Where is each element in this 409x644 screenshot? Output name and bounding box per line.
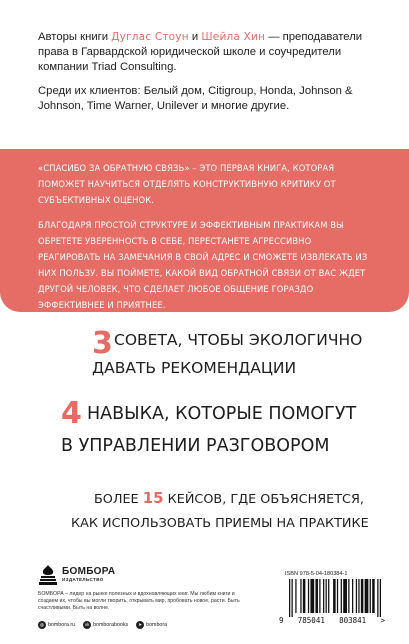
- tip-cases: [71, 486, 369, 536]
- description-paragraph-2: БЛАГОДАРЯ ПРОСТОЙ СТРУКТУРЕ И ЭФФЕКТИВНЫМ ПРАКТИКАМ ВЫ ОБРЕТЕТЕ УВЕРЕННОСТЬ В СЕБЕ, ПЕРЕСТАНЕТЕ АГРЕССИВНО РЕАГИРОВАТЬ НА ЗАМЕЧАНИЯ В СВОЙ АДРЕС И СМОЖЕТЕ ИЗВЛЕКАТЬ ИЗ НИХ ПОЛЬЗУ. ВЫ ПОЙМЕТЕ, КАКОЙ ВИД ОБРАТНОЙ СВЯЗИ ОТ ВАС ЖДЕТ ДРУГОЙ ЧЕЛОВЕК, ЧТО СДЕЛАЕТ ЛЮБОЕ ОБЩЕНИЕ ГОРАЗДО ЭФФЕКТИВНЕЕ И ПРИЯТНЕЕ.: [38, 220, 368, 310]
- barcode-bar: [310, 579, 314, 613]
- barcode-bar: [303, 579, 306, 613]
- barcode-bar: [380, 579, 381, 617]
- tip-advice: [92, 326, 362, 382]
- vk-icon: vk: [84, 622, 90, 627]
- author-name-1: Дуглас Стоун: [111, 31, 189, 43]
- bombora-logo-icon: [38, 564, 58, 586]
- barcode-bar: [370, 579, 371, 613]
- authors-block: [38, 30, 374, 123]
- social-vk-label: bomborabooks: [93, 622, 129, 628]
- barcode-bar: [326, 579, 327, 613]
- barcode-bar: [295, 579, 296, 613]
- barcode-bar: [352, 579, 353, 613]
- barcode-bar: [365, 579, 369, 613]
- tip-cases-line-2: КАК ИСПОЛЬЗОВАТЬ ПРИЕМЫ НА ПРАКТИКЕ: [71, 516, 369, 531]
- barcode-bar: [358, 579, 359, 613]
- barcode-bar: [337, 579, 338, 613]
- tip-advice-line-2: ДАВАТЬ РЕКОМЕНДАЦИИ: [92, 359, 297, 377]
- barcode-bar: [341, 579, 342, 613]
- barcode-bar: [300, 579, 301, 613]
- telegram-icon: ➤: [136, 621, 144, 629]
- barcode-digits-right: 803841: [339, 616, 367, 625]
- barcode-bar: [333, 579, 336, 613]
- barcode-bar: [361, 579, 364, 613]
- publisher-name: БОМБОРА: [62, 566, 116, 577]
- tip-skills-number: 4: [61, 396, 82, 431]
- barcode-bar: [292, 579, 293, 617]
- social-site[interactable]: [38, 621, 75, 629]
- social-vk[interactable]: [83, 621, 128, 629]
- tip-advice-number: 3: [92, 326, 113, 361]
- barcode-arrow: >: [380, 616, 385, 625]
- barcode-bar: [308, 579, 309, 613]
- description-text: [38, 160, 376, 322]
- tip-advice-line-1: СОВЕТА, ЧТОБЫ ЭКОЛОГИЧНО: [114, 331, 363, 349]
- barcode-bar: [343, 579, 347, 613]
- publisher-subtitle: ИЗДАТЕЛЬСТВО: [62, 577, 104, 582]
- barcode-bar: [377, 579, 378, 617]
- barcode-bar: [319, 579, 320, 613]
- barcode-bar: [315, 579, 318, 613]
- barcode-bar: [289, 579, 290, 617]
- social-telegram[interactable]: [136, 621, 167, 629]
- barcode-digits-left: 785041: [297, 616, 325, 625]
- globe-icon: ◍: [38, 621, 46, 629]
- authors-and: и: [188, 31, 202, 43]
- barcode-digits: [279, 616, 385, 625]
- authors-intro: Авторы книги: [38, 31, 112, 43]
- authors-description: — преподаватели права в Гарвардской юридической школе и соучредители компании Triad Consulting.: [38, 31, 363, 73]
- barcode: [289, 579, 381, 617]
- publisher-about: БОМБОРА – лидер на рынке полезных и вдохновляющих книг. Мы любим книги и создаем их, чтобы вы могли творить, открывать мир, пробовать новое, расти. Быть счастливыми. Быть на волне.: [38, 591, 240, 611]
- clients-paragraph: Среди их клиентов: Белый дом, Citigroup, Honda, Johnson & Johnson, Time Warner, Unilever и многие другие.: [38, 85, 353, 112]
- tip-skills-line-2: В УПРАВЛЕНИИ РАЗГОВОРОМ: [61, 436, 330, 456]
- barcode-bar: [356, 579, 357, 613]
- social-links: [38, 621, 167, 629]
- barcode-bar: [348, 579, 349, 613]
- social-site-label: bombora.ru: [48, 622, 76, 628]
- barcode-bar: [323, 579, 324, 613]
- publisher-logo: [38, 564, 115, 586]
- tip-cases-line-1: [94, 486, 369, 512]
- author-name-2: Шейла Хин: [201, 31, 266, 43]
- isbn-label: ISBN 978-5-04-180384-1: [285, 571, 348, 577]
- social-telegram-label: bombora: [146, 622, 168, 628]
- tip-cases-prefix: БОЛЕЕ: [94, 492, 143, 507]
- barcode-bar: [372, 579, 375, 613]
- barcode-bar: [328, 579, 329, 613]
- tip-cases-number: 15: [142, 489, 164, 507]
- tip-skills: [61, 398, 356, 462]
- tip-skills-line-1: НАВЫКА, КОТОРЫЕ ПОМОГУТ: [87, 404, 357, 424]
- barcode-digit-first: 9: [279, 616, 284, 625]
- description-paragraph-1: «СПАСИБО ЗА ОБРАТНУЮ СВЯЗЬ» – ЭТО ПЕРВАЯ КНИГА, КОТОРАЯ ПОМОЖЕТ НАУЧИТЬСЯ ОТДЕЛЯТЬ КОНСТРУКТИВНУЮ КРИТИКУ ОТ СУБЪЕКТИВНЫХ ОЦЕНОК.: [38, 163, 336, 205]
- tip-cases-suffix: КЕЙСОВ, ГДЕ ОБЪЯСНЯЕТСЯ,: [163, 492, 364, 507]
- authors-paragraph: [38, 30, 374, 75]
